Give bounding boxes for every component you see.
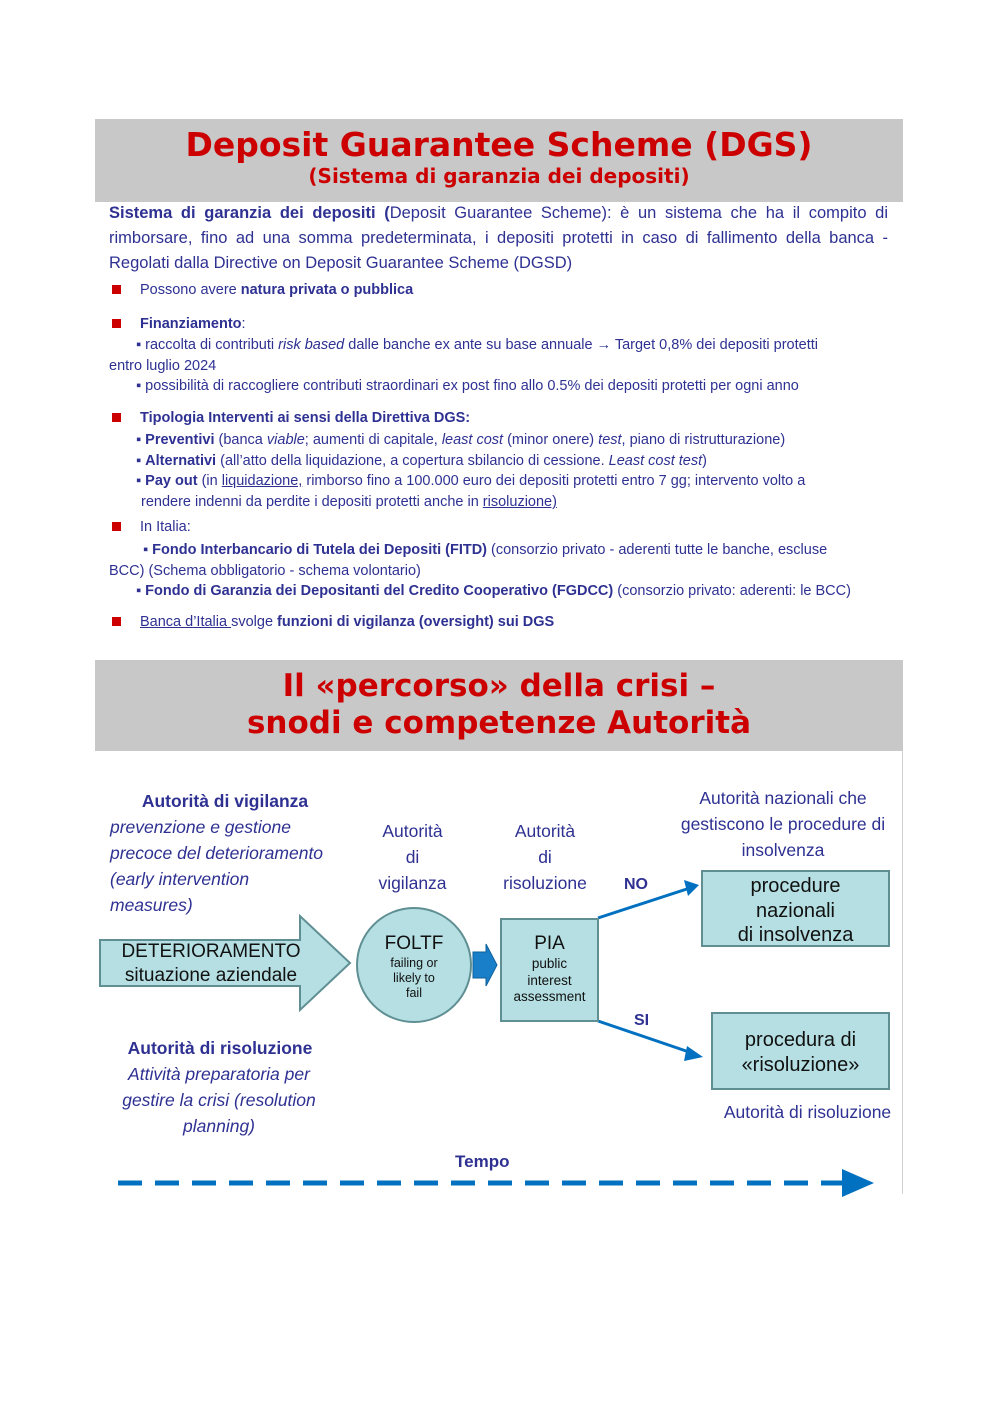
fin1-post: dalle banche ex ante su base annuale → Target 0,8% dei depositi protetti [344,337,818,353]
foltf-sub: failing or [390,956,438,970]
box-ris-line: «risoluzione» [741,1053,860,1076]
autorita-vigilanza-column [360,818,465,896]
col-naz-line: Autorità nazionali che [699,788,867,808]
bullet-natura-pre: Possono avere [140,282,241,298]
pia-sub: public [531,956,568,971]
bullet-finanziamento-bold: Finanziamento [140,316,242,332]
t1-it3: test [598,432,622,448]
bullet-tipologia-bold: Tipologia Interventi ai sensi della Direttiva DGS: [140,410,471,426]
fitd-rest: (consorzio privato - aderenti tutte le banche, escluse [487,542,828,558]
ris-line: Attività preparatoria per [128,1064,310,1084]
vig-line: prevenzione e gestione [110,817,291,837]
col-ris-line: risoluzione [503,873,587,893]
foltf-sub: fail [406,986,422,1000]
t2-it: Least cost test [608,453,703,469]
dgs-definition-bold: Sistema di garanzia dei depositi ( [109,204,390,222]
risoluzione-description [100,1061,338,1139]
t3-a: (in [197,473,222,489]
foltf-label [364,932,464,1001]
bankitalia-underline: Banca d’Italia [140,614,232,630]
section2-title-line2: snodi e competenze Autorità [246,705,752,741]
t2-bold: Alternativi [145,453,217,469]
t1-it1: viable [266,432,305,448]
t3-c: rendere indenni da perdite i depositi protetti anche in [141,494,483,510]
fin1-italic: risk based [278,337,345,353]
timeline-arrow-head [842,1169,874,1197]
box-naz-line: di insolvenza [737,924,854,946]
vig-line: measures) [110,895,193,915]
fgdcc-bold: ▪ Fondo di Garanzia dei Depositanti del Credito Cooperativo (FGDCC) [136,583,614,599]
tempo-label: Tempo [455,1152,510,1171]
vig-line: precoce del deterioramento [110,843,324,863]
section1-title: Deposit Guarantee Scheme (DGS) [185,125,813,164]
t2-b: ) [702,453,707,469]
bullet-natura-bold: natura privata o pubblica [240,282,414,298]
col-ris-line: di [538,847,552,867]
no-arrow-head [684,880,699,896]
autorita-risoluzione-right: Autorità di risoluzione [723,1102,892,1122]
col-vig-line: vigilanza [378,873,447,893]
bankitalia-bold: funzioni di vigilanza (oversight) sui DGS [277,614,555,630]
pia-box [500,918,599,1022]
bullet-finanziamento-colon: : [241,316,246,332]
col-naz-line: gestiscono le procedure di [680,814,886,834]
t1-it2: least cost [441,432,504,448]
ris-line: planning) [183,1116,255,1136]
risoluzione-heading: Autorità di risoluzione [127,1038,313,1058]
foltf-title: FOLTF [384,933,444,954]
t1-mark: ▪ [136,432,146,448]
finanziamento-line-2: ▪ possibilità di raccogliere contributi straordinari ex post fino allo 0.5% dei depositi protetti per ogni anno [136,378,799,394]
col-vig-line: Autorità [382,821,443,841]
t1-d: , piano di ristrutturazione) [621,432,786,448]
si-arrow-head [684,1046,703,1061]
finanziamento-line-1-cont: entro luglio 2024 [109,358,217,374]
si-label: SI [634,1012,650,1029]
autorita-risoluzione-column [495,818,595,896]
vigilanza-description [110,814,323,918]
t1-c: (minor onere) [503,432,599,448]
pia-sub: assessment [513,989,586,1004]
bullet-italia: In Italia: [140,519,191,535]
section1-subtitle: (Sistema di garanzia dei depositi) [308,164,690,188]
pia-sub: interest [527,972,572,988]
t3-b: rimborso fino a 100.000 euro dei depositi protetti entro 7 gg; intervento volto a [302,473,806,489]
ris-line: gestire la crisi (resolution [122,1090,316,1110]
small-arrow-icon [473,944,497,986]
no-label: NO [624,876,648,893]
t2-a: (all’atto della liquidazione, a copertura sbilancio di cessione. [216,453,609,469]
box-naz-line: nazionali [756,899,835,922]
t2-mark: ▪ [136,453,146,469]
box-naz-line: procedure [750,875,841,897]
fin1-pre: ▪ raccolta di contributi [136,337,279,353]
fgdcc-rest: (consorzio privato: aderenti: le BCC) [613,583,851,599]
deterioramento-line: situazione aziendale [124,965,298,986]
t3-underline: liquidazione, [221,473,303,489]
procedure-nazionali-box [701,870,890,947]
deterioramento-line: DETERIORAMENTO [121,941,301,962]
col-ris-line: Autorità [514,821,576,841]
t1-b: ; aumenti di capitale, [304,432,442,448]
fitd-bold: ▪ Fondo Interbancario di Tutela dei Depositi (FITD) [143,542,488,558]
pia-title: PIA [534,933,565,954]
foltf-sub: likely to [393,971,435,985]
section2-title-line1: Il «percorso» della crisi – [282,668,716,704]
vig-line: (early intervention [110,869,250,889]
t1-a: (banca [214,432,267,448]
col-naz-line: insolvenza [741,840,825,860]
t3-underline-2: risoluzione) [482,494,557,510]
vigilanza-heading: Autorità di vigilanza [141,791,309,811]
t3-bold: Pay out [145,473,198,489]
box-ris-line: procedura di [744,1029,857,1051]
italia-fitd-cont: BCC) (Schema obbligatorio - schema volontario) [109,563,421,579]
t3-mark: ▪ [136,473,146,489]
autorita-nazionali-column [668,785,898,863]
deterioramento-label [102,940,320,988]
bankitalia-pre: svolge [231,614,278,630]
col-vig-line: di [405,847,420,867]
procedura-risoluzione-box [711,1012,890,1090]
t1-bold: Preventivi [145,432,215,448]
dgs-definition-text: Deposit Guarantee Scheme): è un sistema che ha il compito di rimborsare, fino ad una somma predeterminata, i depositi protetti in caso di fallimento della banca - Regolati dalla Directive on Deposit Guarantee Scheme (DGSD) [109,204,888,272]
